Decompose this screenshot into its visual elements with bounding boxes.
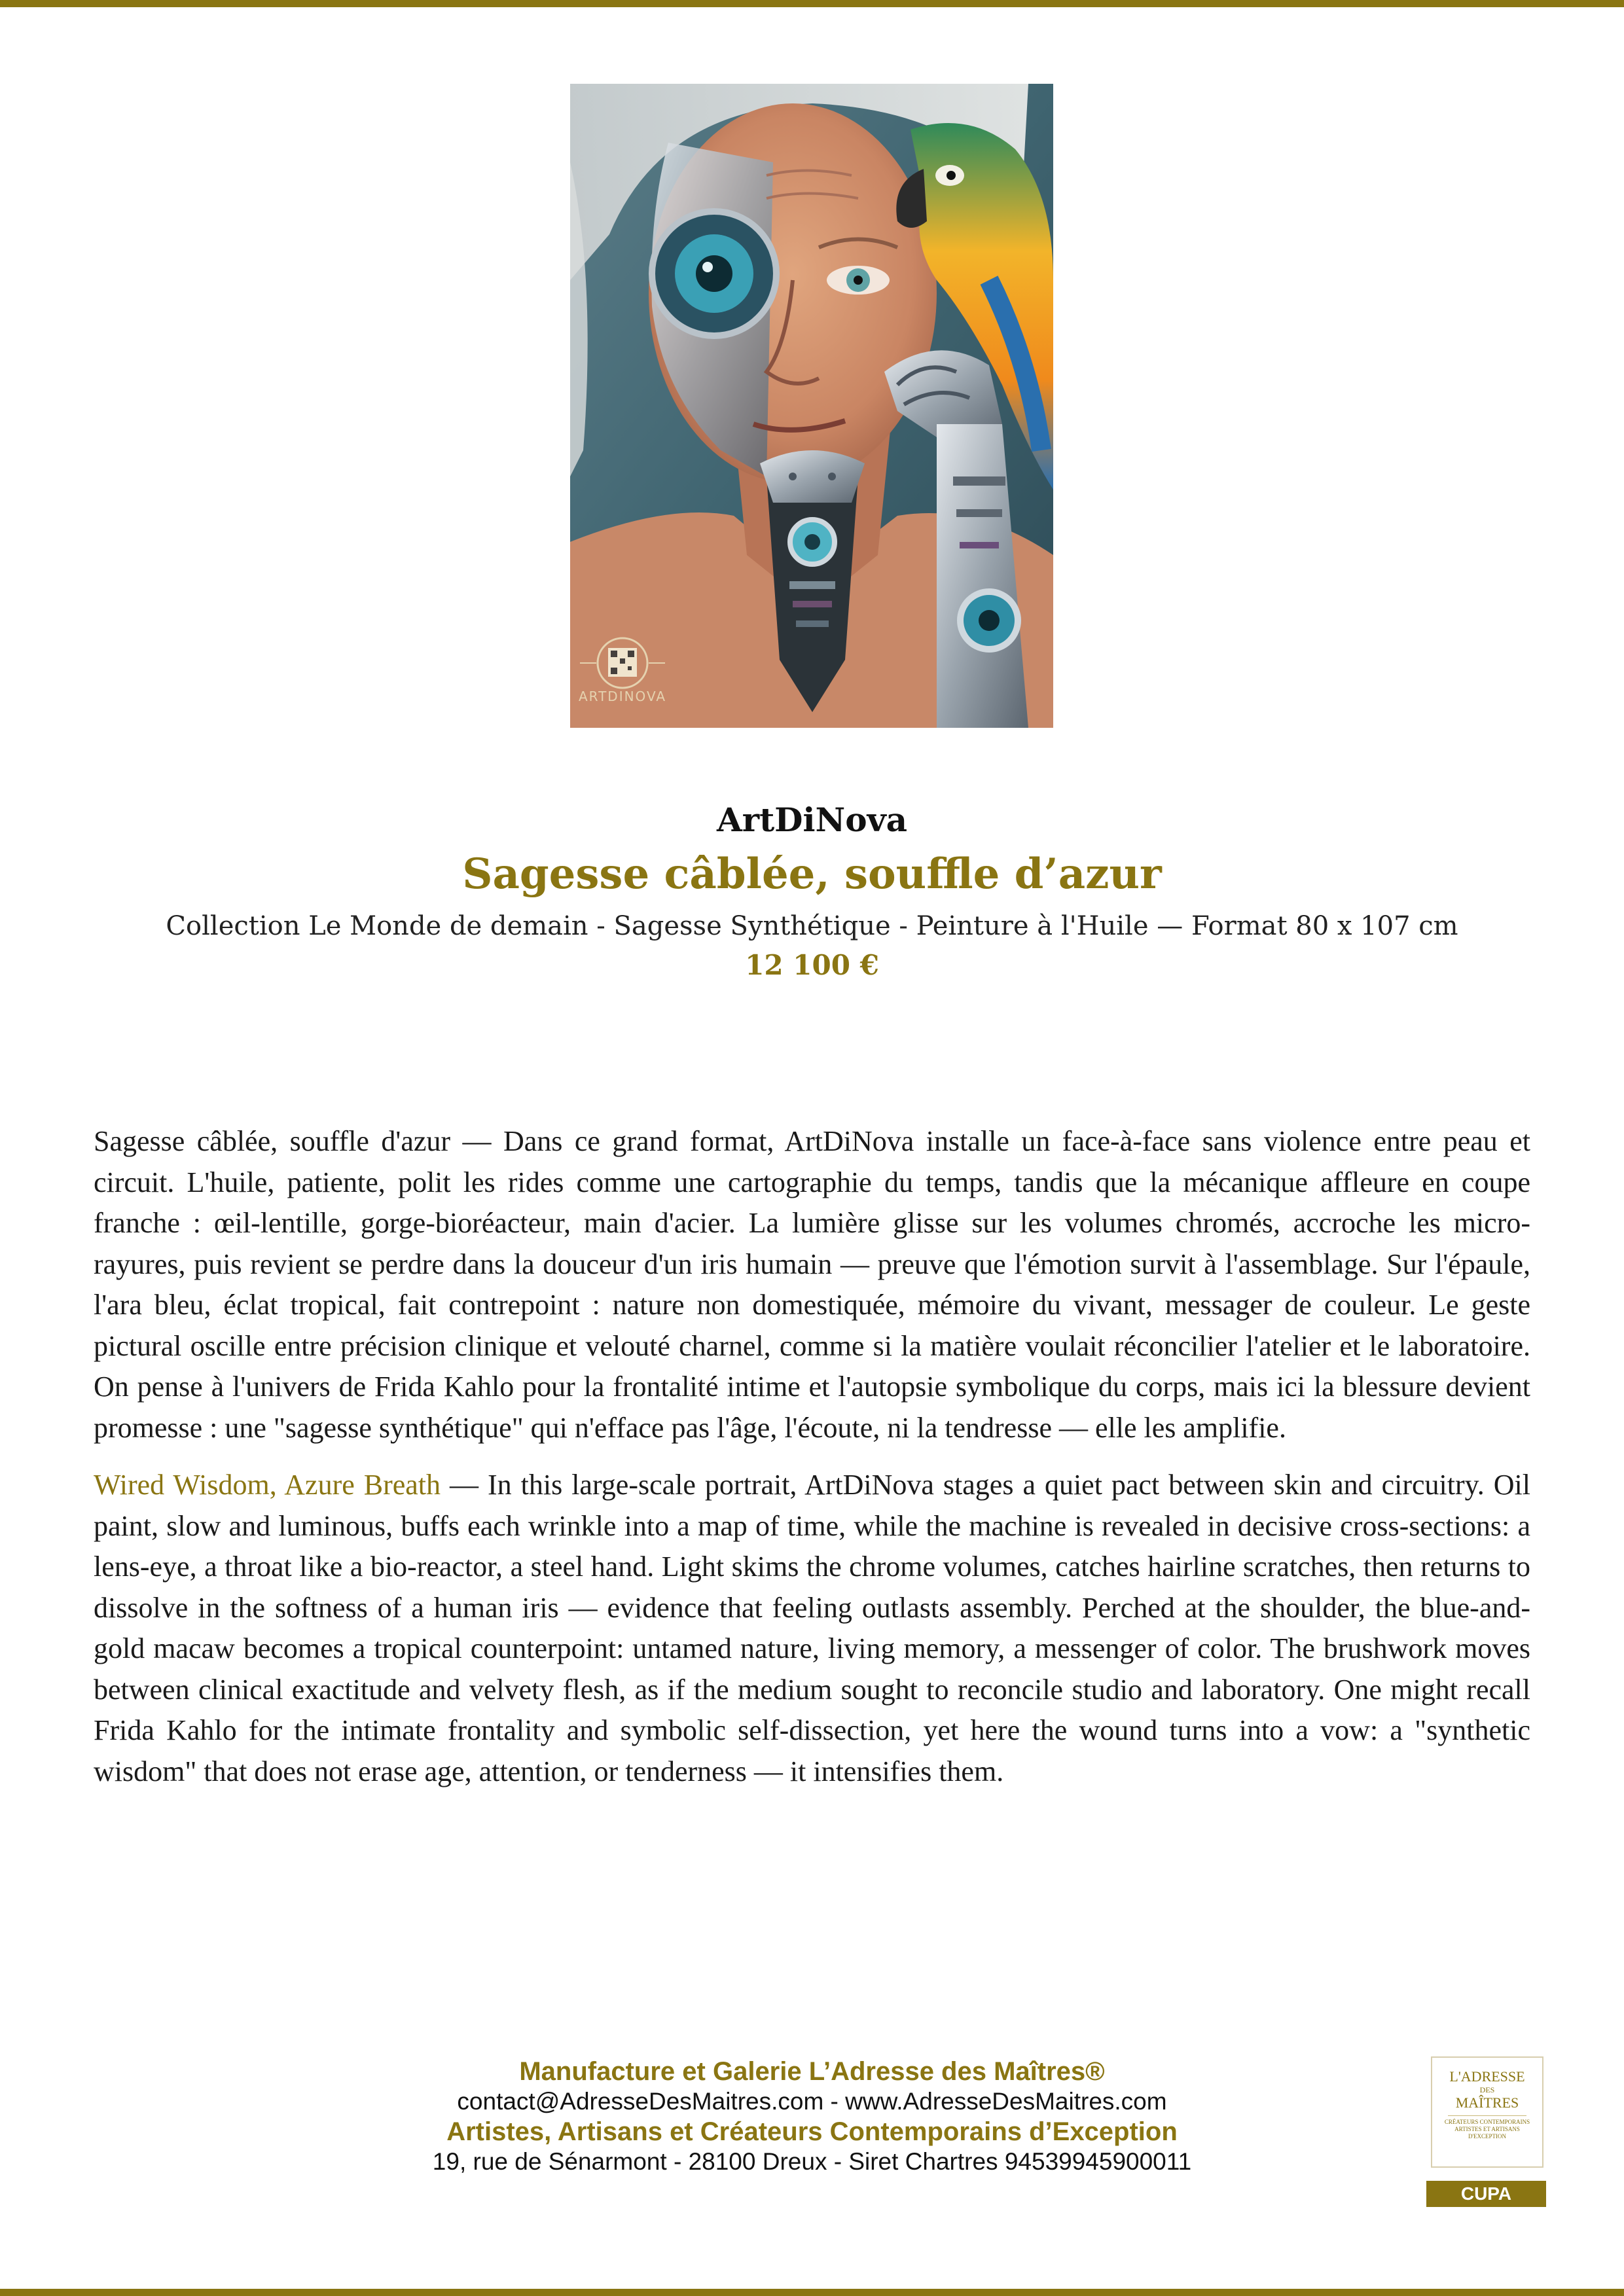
artwork-description	[94, 1121, 1530, 1792]
artwork-collection: Collection Le Monde de demain - Sagesse Synthétique - Peinture à l'Huile — Format 80 x 107 cm	[166, 911, 1458, 941]
artwork-header	[0, 795, 1624, 985]
footer-tagline: Artistes, Artisans et Créateurs Contemporains d’Exception	[446, 2117, 1178, 2146]
description-english	[94, 1465, 1530, 1792]
cupa-badge: CUPA	[1426, 2181, 1546, 2207]
gallery-logo	[1431, 2056, 1543, 2168]
description-english-title: Wired Wisdom, Azure Breath	[94, 1469, 441, 1501]
logo-subtitle: CRÉATEURS CONTEMPORAINS ARTISTES ET ARTISANS D'EXCEPTION	[1444, 2119, 1530, 2140]
logo-line-1: L'ADRESSE	[1449, 2068, 1525, 2085]
footer-contact: contact@AdresseDesMaitres.com - www.AdresseDesMaitres.com	[457, 2088, 1167, 2115]
logo-separator	[1448, 2115, 1526, 2116]
logo-line-2: DES	[1479, 2085, 1495, 2094]
artwork-watermark-text: ARTDINOVA	[578, 689, 667, 704]
artist-name: ArtDiNova	[716, 800, 908, 839]
artwork-title: Sagesse câblée, souffle d’azur	[462, 850, 1162, 899]
artwork-image	[570, 84, 1053, 728]
description-english-body: — In this large-scale portrait, ArtDiNova stages a quiet pact between skin and circuitry. Oil paint, slow and luminous, buffs each wrinkle into a map of time, while the machine is revealed in decisive cross-sections: a lens-eye, a throat like a bio-reactor, a steel hand. Light skims the chrome volumes, catches hairline scratches, then returns to dissolve in the softness of a human iris — evidence that feeling outlasts assembly. Perched at the shoulder, the blue-and-gold macaw becomes a tropical counterpoint: untamed nature, living memory, a messenger of color. The brushwork moves between clinical exactitude and velvety flesh, as if the medium sought to reconcile studio and laboratory. One might recall Frida Kahlo for the intimate frontality and symbolic self-dissection, yet here the wound turns into a vow: a "synthetic wisdom" that does not erase age, attention, or tenderness — it intensifies them.	[94, 1469, 1531, 1787]
artwork-price: 12 100 €	[745, 949, 879, 981]
footer	[367, 2056, 1257, 2177]
description-french: Sagesse câblée, souffle d'azur — Dans ce grand format, ArtDiNova installe un face-à-face sans violence entre peau et circuit. L'huile, patiente, polit les rides comme une cartographie du temps, tandis que la mécanique affleure en coupe franche : œil-lentille, gorge-bioréacteur, main d'acier. La lumière glisse sur les volumes chromés, accroche les micro-rayures, puis revient se perdre dans la douceur d'un iris humain — preuve que l'émotion survit à l'assemblage. Sur l'épaule, l'ara bleu, éclat tropical, fait contrepoint : nature non domestiquée, mémoire du vivant, messager de couleur. Le geste pictural oscille entre précision clinique et velouté charnel, comme si la matière voulait réconcilier l'atelier et le laboratoire. On pense à l'univers de Frida Kahlo pour la frontalité intime et l'autopsie symbolique du corps, mais ici la blessure devient promesse : une "sagesse synthétique" qui n'efface pas l'âge, l'écoute, ni la tendresse — elle les amplifie.	[94, 1125, 1530, 1444]
footer-company: Manufacture et Galerie L’Adresse des Maîtres®	[519, 2057, 1105, 2086]
top-border-bar	[0, 0, 1624, 7]
logo-line-3: MAÎTRES	[1455, 2094, 1519, 2111]
bottom-border-bar	[0, 2289, 1624, 2296]
footer-address: 19, rue de Sénarmont - 28100 Dreux - Siret Chartres 94539945900011	[432, 2148, 1192, 2175]
